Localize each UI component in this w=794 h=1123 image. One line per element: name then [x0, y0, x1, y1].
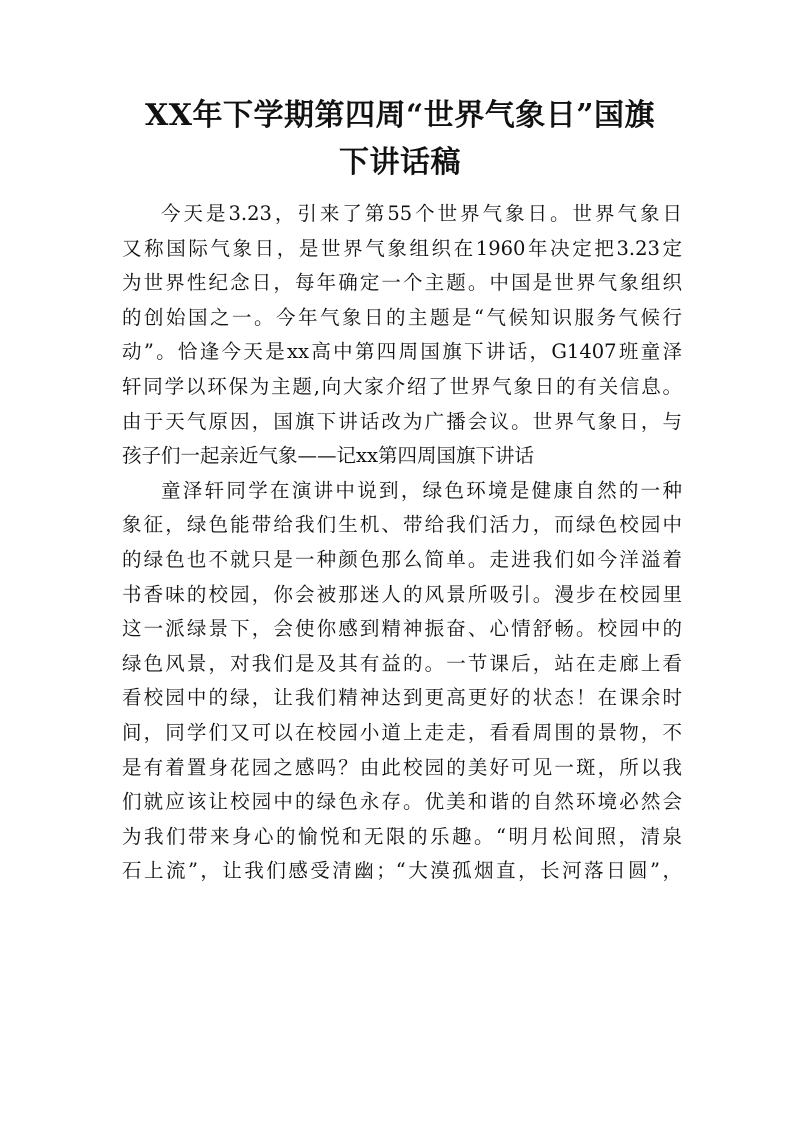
paragraph-line: 们就应该让校园中的绿色永存。优美和谐的自然环境必然会: [122, 790, 682, 814]
paragraph-line: 看校园中的绿，让我们精神达到更高更好的状态！在课余时: [122, 686, 682, 710]
title-line-2: 下讲话稿: [339, 145, 461, 180]
paragraph-line: 象征，绿色能带给我们生机、带给我们活力，而绿色校园中: [122, 513, 682, 537]
paragraph-line: 童泽轩同学在演讲中说到，绿色环境是健康自然的一种: [161, 478, 682, 502]
paragraph-line: 是有着置身花园之感吗？由此校园的美好可见一斑，所以我: [122, 755, 682, 779]
paragraph-line: 这一派绿景下，会使你感到精神振奋、心情舒畅。校园中的: [122, 617, 682, 641]
paragraph-line: 动”。恰逢今天是xx高中第四周国旗下讲话，G1407班童泽: [122, 340, 682, 364]
paragraph-line: 的创始国之一。今年气象日的主题是“气候知识服务气候行: [122, 305, 682, 329]
paragraph-line: 轩同学以环保为主题,向大家介绍了世界气象日的有关信息。: [122, 374, 682, 398]
paragraph-line: 为世界性纪念日，每年确定一个主题。中国是世界气象组织: [122, 271, 682, 295]
paragraph-line: 的绿色也不就只是一种颜色那么简单。走进我们如今洋溢着: [122, 547, 682, 571]
document-body: [122, 197, 682, 889]
paragraph-2: [122, 474, 682, 889]
document-title: [110, 92, 690, 186]
title-line-1: XX年下学期第四周“世界气象日”国旗: [144, 98, 656, 133]
paragraph-line: 今天是3.23，引来了第55个世界气象日。世界气象日: [161, 202, 682, 225]
paragraph-line: 绿色风景，对我们是及其有益的。一节课后，站在走廊上看: [122, 651, 682, 675]
paragraph-line: 为我们带来身心的愉悦和无限的乐趣。“明月松间照，清泉: [122, 824, 682, 848]
paragraph-line: 间，同学们又可以在校园小道上走走，看看周围的景物，不: [122, 720, 682, 744]
paragraph-1: [122, 197, 682, 474]
paragraph-line: 石上流”，让我们感受清幽；“大漠孤烟直，长河落日圆”，: [122, 859, 682, 883]
paragraph-line: 孩子们一起亲近气象——记xx第四周国旗下讲话: [122, 444, 534, 468]
paragraph-line: 由于天气原因，国旗下讲话改为广播会议。世界气象日，与: [122, 409, 682, 433]
paragraph-line: 又称国际气象日，是世界气象组织在1960年决定把3.23定: [122, 236, 682, 260]
paragraph-line: 书香味的校园，你会被那迷人的风景所吸引。漫步在校园里: [122, 582, 682, 606]
